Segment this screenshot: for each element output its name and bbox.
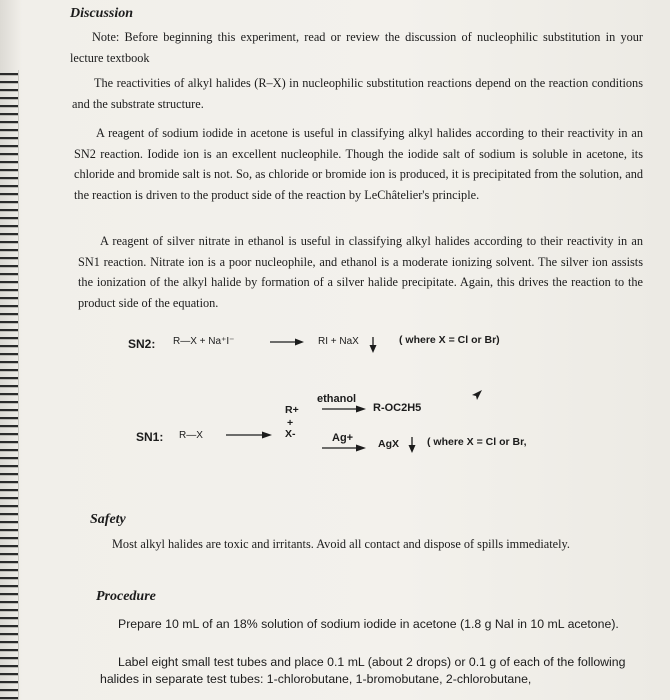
sn2-condition: ( where X = Cl or Br) xyxy=(399,334,500,346)
ethanol-reagent: ethanol xyxy=(317,393,357,405)
silver-nitrate-paragraph: A reagent of silver nitrate in ethanol is useful in classifying alkyl halides according to their reactivity in an SN1 reaction. Nitrate ion is a poor nucleophile, and ethanol is a moderate ionizing solvent. The silver ion assists the ionization of the alkyl halide by formation of a silver halide precipitate. Again, this drives the reaction to the product side of the equation. xyxy=(78,234,643,310)
sn2-reactants: R—X + Na⁺I⁻ xyxy=(173,336,235,347)
note-paragraph: Note: Before beginning this experiment, read or review the discussion of nucleophilic substitution in your lecture textbook xyxy=(70,30,643,65)
ethanol-arrow xyxy=(322,404,366,414)
silver-precipitate-arrow xyxy=(407,437,417,453)
safety-heading: Safety xyxy=(90,512,126,527)
silver-halide-product: AgX xyxy=(378,438,399,450)
cursor-arrow-mark xyxy=(471,389,483,401)
reactivities-paragraph: The reactivities of alkyl halides (R–X) in nucleophilic substitution reactions depend on the reaction conditions and the substrate structure. xyxy=(72,76,643,111)
safety-paragraph: Most alkyl halides are toxic and irritants. Avoid all contact and dispose of spills immediately. xyxy=(112,537,570,551)
discussion-heading: Discussion xyxy=(70,6,134,21)
silver-ion-reagent: Ag+ xyxy=(332,432,354,444)
ether-product: R-OC2H5 xyxy=(373,402,422,414)
ionization-arrow xyxy=(226,430,272,440)
procedure-step-2: Label eight small test tubes and place 0.1 mL (about 2 drops) or 0.1 g of each of the following halides in separate test tubes: 1-chlorobutane, 1-bromobutane, 2-chlorobutane, xyxy=(100,655,626,686)
silver-arrow xyxy=(322,443,366,453)
carbocation-ion: R+ xyxy=(285,404,299,416)
procedure-step-1: Prepare 10 mL of an 18% solution of sodium iodide in acetone (1.8 g NaI in 10 mL acetone). xyxy=(118,617,619,631)
sn1-label: SN1: xyxy=(136,430,164,444)
sn1-reactant: R—X xyxy=(179,430,203,441)
sn2-reaction-arrow xyxy=(270,337,304,347)
sn1-condition: ( where X = Cl or Br, xyxy=(427,436,527,448)
sn2-products: RI + NaX xyxy=(318,336,359,347)
spiral-binding xyxy=(0,70,19,700)
sn2-label: SN2: xyxy=(128,337,156,351)
ion-plus-sign: + xyxy=(287,417,294,429)
sodium-iodide-paragraph: A reagent of sodium iodide in acetone is useful in classifying alkyl halides according to their reactivity in an SN2 reaction. Iodide ion is an excellent nucleophile. Though the iodide salt of sodium is soluble in acetone, its chloride and bromide salt is not. So, as chloride or bromide ion is produced, it is precipitated from the solution, and the reaction is driven to the product side of the reaction by LeChâtelier's principle. xyxy=(74,126,643,202)
halide-ion: X- xyxy=(285,428,296,440)
procedure-heading: Procedure xyxy=(96,589,156,604)
precipitate-arrow xyxy=(368,337,378,353)
